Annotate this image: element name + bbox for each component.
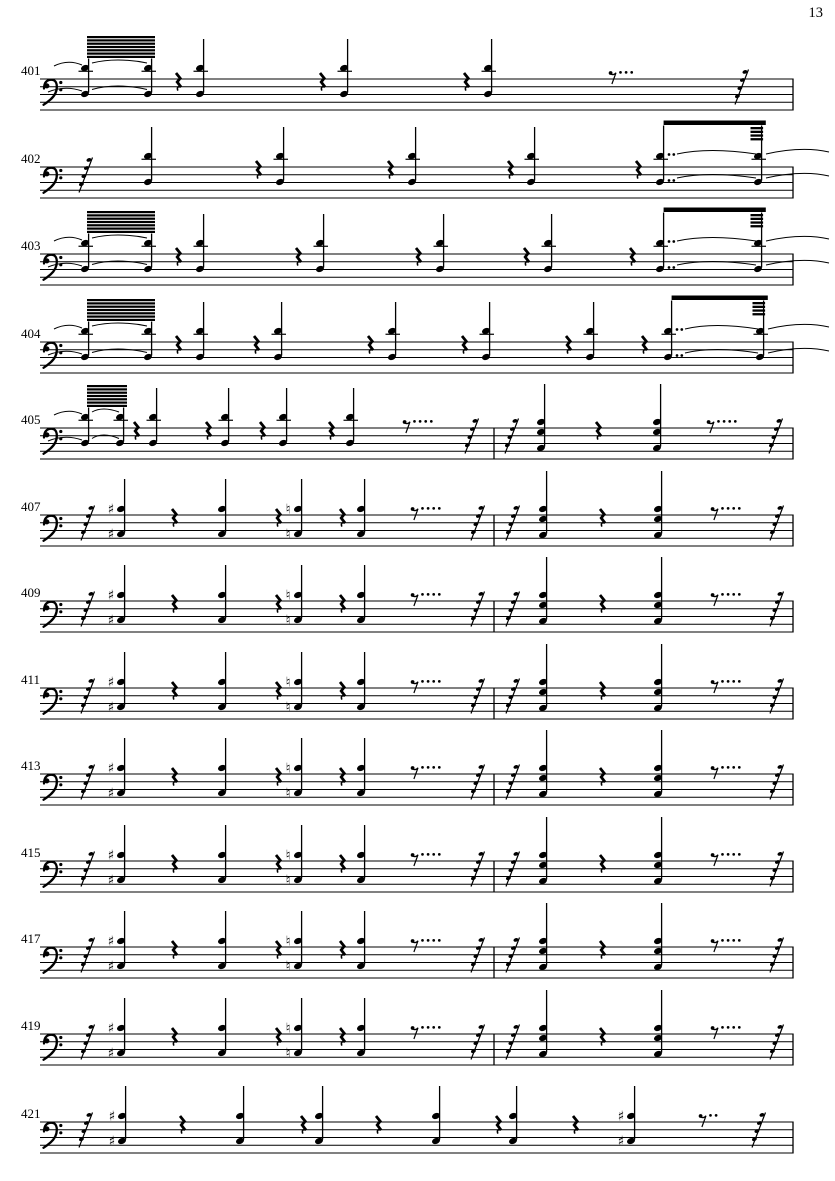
natural-icon: ♮ [285, 872, 291, 889]
eighth-rest-dotted-icon [411, 939, 441, 952]
sharp-icon: ♯ [107, 1045, 115, 1062]
quarter-rest-icon [172, 855, 177, 869]
quarter-rest-icon [368, 336, 373, 350]
note-chord [116, 738, 126, 797]
quarter-rest-icon [172, 595, 177, 609]
note-chord [272, 302, 287, 361]
bass-clef-icon [44, 689, 63, 714]
three-note-chord [653, 557, 663, 625]
eighth-rest-dotted-icon [711, 507, 741, 520]
note-chord [235, 1086, 245, 1145]
sharp-icon: ♯ [107, 785, 115, 802]
sharp-icon: ♯ [107, 958, 115, 975]
note-chord [116, 998, 126, 1057]
natural-icon: ♮ [285, 612, 291, 629]
note-chord [116, 652, 126, 711]
natural-icon: ♮ [285, 526, 291, 543]
note-chord [217, 565, 227, 624]
quarter-rest-icon [600, 855, 605, 869]
three-note-chord [538, 990, 548, 1058]
sharp-icon: ♯ [107, 933, 115, 950]
eighth-rest-dotted-icon [711, 939, 741, 952]
note-chord [431, 1086, 441, 1145]
natural-icon: ♮ [285, 587, 291, 604]
sharp-icon: ♯ [107, 612, 115, 629]
quarter-rest-icon [256, 161, 261, 175]
note-chord [116, 479, 126, 538]
eighth-rest-dotted-icon [711, 1026, 741, 1039]
quarter-rest-icon [276, 855, 281, 869]
three-note-chord [653, 644, 663, 712]
quarter-rest-icon [508, 161, 513, 175]
quarter-rest-icon [388, 161, 393, 175]
staff-system [21, 990, 794, 1066]
staff-system [21, 903, 794, 979]
note-chord [142, 127, 157, 186]
quarter-rest-icon [600, 768, 605, 782]
quarter-rest-icon [176, 73, 181, 87]
measure-number: 401 [21, 63, 41, 78]
note-chord [293, 825, 303, 884]
natural-icon: ♮ [285, 785, 291, 802]
sharp-icon: ♯ [107, 847, 115, 864]
tie-from-previous-line [48, 325, 82, 355]
bass-clef-icon [44, 168, 63, 193]
bass-clef-icon [44, 1123, 63, 1148]
note-chord [219, 388, 234, 447]
note-chord [194, 302, 209, 361]
staff-system [21, 208, 829, 286]
quarter-rest-icon [596, 422, 601, 436]
note-chord [584, 302, 599, 361]
staff-system [21, 817, 794, 893]
three-note-chord [653, 903, 663, 971]
quarter-rest-icon [636, 161, 641, 175]
quarter-rest-icon [276, 768, 281, 782]
measure-number: 421 [21, 1106, 41, 1121]
quarter-rest-icon [134, 422, 139, 436]
quarter-rest-icon [206, 422, 211, 436]
natural-icon: ♮ [285, 1020, 291, 1037]
measure-number: 409 [21, 585, 41, 600]
quarter-rest-icon [320, 73, 325, 87]
quarter-rest-icon [172, 768, 177, 782]
sharp-icon: ♯ [107, 674, 115, 691]
eighth-rest-dotted-icon [411, 853, 441, 866]
tremolo-chord-pair [79, 385, 129, 447]
bass-clef-icon [44, 80, 63, 105]
sharp-icon: ♯ [108, 1108, 116, 1125]
tremolo-chord-pair [79, 299, 157, 361]
tremolo-tied-chords [662, 296, 830, 362]
note-chord [293, 738, 303, 797]
tremolo-tied-chords [654, 208, 830, 274]
natural-icon: ♮ [285, 760, 291, 777]
note-chord [116, 825, 126, 884]
quarter-rest-icon [276, 509, 281, 523]
staff-system [21, 471, 794, 547]
measure-number: 405 [21, 412, 41, 427]
natural-icon: ♮ [285, 847, 291, 864]
quarter-rest-icon [340, 941, 345, 955]
bass-clef-icon [44, 775, 63, 800]
quarter-rest-icon [172, 682, 177, 696]
staff-system [21, 121, 829, 199]
quarter-rest-icon [340, 855, 345, 869]
sharp-icon: ♯ [107, 872, 115, 889]
quarter-rest-icon [301, 1116, 306, 1130]
note-chord [117, 1086, 127, 1145]
quarter-rest-icon [462, 336, 467, 350]
quarter-rest-icon [642, 336, 647, 350]
staff-system [21, 296, 829, 374]
note-chord [356, 652, 366, 711]
note-chord [293, 652, 303, 711]
tie-from-previous-line [48, 237, 82, 267]
natural-icon: ♮ [285, 958, 291, 975]
note-chord [277, 388, 292, 447]
bass-clef-icon [44, 602, 63, 627]
measure-number: 402 [21, 151, 41, 166]
page-number: 13 [808, 5, 823, 21]
three-note-chord [538, 817, 548, 885]
staff-system [21, 1086, 794, 1154]
note-chord [434, 214, 449, 273]
measure-number: 417 [21, 931, 41, 946]
natural-icon: ♮ [285, 674, 291, 691]
natural-icon: ♮ [285, 699, 291, 716]
note-chord [217, 998, 227, 1057]
quarter-rest-icon [172, 509, 177, 523]
quarter-rest-icon [276, 682, 281, 696]
eighth-rest-dotted-icon [609, 71, 633, 84]
note-chord [386, 302, 401, 361]
note-chord [217, 825, 227, 884]
note-chord [406, 127, 421, 186]
eighth-rest-dotted-icon [411, 680, 441, 693]
staff-system [21, 730, 794, 806]
three-note-chord [653, 471, 663, 539]
natural-icon: ♮ [285, 501, 291, 518]
quarter-rest-icon [260, 422, 265, 436]
measure-number: 419 [21, 1018, 41, 1033]
note-chord [217, 911, 227, 970]
note-chord [293, 565, 303, 624]
quarter-rest-icon [340, 595, 345, 609]
note-chord [142, 322, 157, 362]
note-chord [356, 998, 366, 1057]
quarter-rest-icon [496, 1116, 501, 1130]
measure-number: 411 [21, 672, 41, 687]
sharp-icon: ♯ [107, 1020, 115, 1037]
quarter-rest-icon [524, 248, 529, 262]
note-chord [314, 214, 329, 273]
quarter-rest-icon [630, 248, 635, 262]
quarter-rest-icon [276, 595, 281, 609]
note-chord [356, 738, 366, 797]
quarter-rest-icon [566, 336, 571, 350]
note-chord [274, 127, 289, 186]
note-chord [142, 234, 157, 274]
measure-number: 404 [21, 326, 41, 341]
quarter-rest-icon [340, 509, 345, 523]
eighth-rest-dotted-icon [711, 853, 741, 866]
note-chord [654, 213, 669, 274]
sharp-icon: ♯ [107, 501, 115, 518]
quarter-rest-icon [176, 248, 181, 262]
quarter-rest-icon [600, 682, 605, 696]
note-chord [293, 479, 303, 538]
quarter-rest-icon [176, 336, 181, 350]
eighth-rest-dotted-icon [411, 766, 441, 779]
note-chord [147, 388, 162, 447]
quarter-rest-icon [254, 336, 259, 350]
staff-system [21, 557, 794, 633]
note-chord [142, 59, 157, 99]
note-chord [662, 301, 677, 362]
quarter-rest-icon [573, 1116, 578, 1130]
quarter-rest-icon [340, 1028, 345, 1042]
bass-clef-icon [44, 948, 63, 973]
eighth-rest-dotted-icon [711, 680, 741, 693]
bass-clef-icon [44, 516, 63, 541]
note-chord [542, 214, 557, 273]
eighth-rest-dotted-icon [699, 1114, 718, 1127]
staff-system [21, 384, 794, 460]
three-note-chord [538, 471, 548, 539]
quarter-rest-icon [180, 1116, 185, 1130]
tremolo-tied-chords [654, 121, 830, 187]
three-note-chord [538, 557, 548, 625]
bass-clef-icon [44, 1035, 63, 1060]
quarter-rest-icon [276, 941, 281, 955]
eighth-rest-dotted-icon [411, 593, 441, 606]
quarter-rest-icon [276, 1028, 281, 1042]
sharp-icon: ♯ [107, 699, 115, 716]
note-chord [314, 1086, 324, 1145]
quarter-rest-icon [340, 768, 345, 782]
three-note-chord [653, 730, 663, 798]
note-chord [482, 39, 497, 98]
measure-number: 407 [21, 499, 41, 514]
tremolo-chord-pair [79, 36, 157, 98]
measure-number: 403 [21, 238, 41, 253]
tie-from-previous-line [48, 62, 82, 92]
quarter-rest-icon [172, 941, 177, 955]
bass-clef-icon [44, 343, 63, 368]
sharp-icon: ♯ [107, 587, 115, 604]
note-chord [114, 408, 129, 448]
note-chord [356, 565, 366, 624]
bass-clef-icon [44, 862, 63, 887]
quarter-rest-icon [172, 1028, 177, 1042]
note-chord [525, 127, 540, 186]
quarter-rest-icon [600, 509, 605, 523]
staff-system [21, 644, 794, 720]
sharp-icon: ♯ [107, 526, 115, 543]
eighth-rest-dotted-icon [411, 507, 441, 520]
note-chord [293, 911, 303, 970]
note-chord [217, 738, 227, 797]
quarter-rest-icon [296, 248, 301, 262]
quarter-rest-icon [376, 1116, 381, 1130]
bass-clef-icon [44, 255, 63, 280]
note-chord [338, 39, 353, 98]
note-chord [480, 302, 495, 361]
note-chord [116, 911, 126, 970]
three-note-chord [536, 384, 546, 452]
sharp-icon: ♯ [617, 1133, 625, 1150]
three-note-chord [538, 644, 548, 712]
note-chord [356, 911, 366, 970]
quarter-rest-icon [600, 595, 605, 609]
sharp-icon: ♯ [107, 760, 115, 777]
sharp-icon: ♯ [617, 1108, 625, 1125]
note-chord [508, 1086, 518, 1145]
eighth-rest-dotted-icon [707, 420, 737, 433]
natural-icon: ♮ [285, 1045, 291, 1062]
note-chord [356, 825, 366, 884]
sharp-icon: ♯ [108, 1133, 116, 1150]
natural-icon: ♮ [285, 933, 291, 950]
quarter-rest-icon [600, 1028, 605, 1042]
staff-system [21, 36, 794, 111]
note-chord [344, 388, 359, 447]
note-chord [217, 479, 227, 538]
eighth-rest-dotted-icon [711, 593, 741, 606]
quarter-rest-icon [340, 682, 345, 696]
measure-number: 415 [21, 845, 41, 860]
three-note-chord [653, 990, 663, 1058]
eighth-rest-dotted-icon [711, 766, 741, 779]
tremolo-chord-pair [79, 211, 157, 273]
note-chord [217, 652, 227, 711]
three-note-chord [538, 730, 548, 798]
quarter-rest-icon [416, 248, 421, 262]
quarter-rest-icon [329, 422, 334, 436]
note-chord [293, 998, 303, 1057]
eighth-rest-dotted-icon [403, 420, 433, 433]
note-chord [116, 565, 126, 624]
tie-from-previous-line [48, 411, 82, 441]
bass-clef-icon [44, 429, 63, 454]
quarter-rest-icon [600, 941, 605, 955]
measure-number: 413 [21, 758, 41, 773]
note-chord [654, 126, 669, 187]
three-note-chord [538, 903, 548, 971]
note-chord [626, 1086, 636, 1145]
note-chord [356, 479, 366, 538]
three-note-chord [653, 817, 663, 885]
note-chord [194, 214, 209, 273]
quarter-rest-icon [464, 73, 469, 87]
note-chord [194, 39, 209, 98]
three-note-chord [652, 384, 662, 452]
eighth-rest-dotted-icon [411, 1026, 441, 1039]
